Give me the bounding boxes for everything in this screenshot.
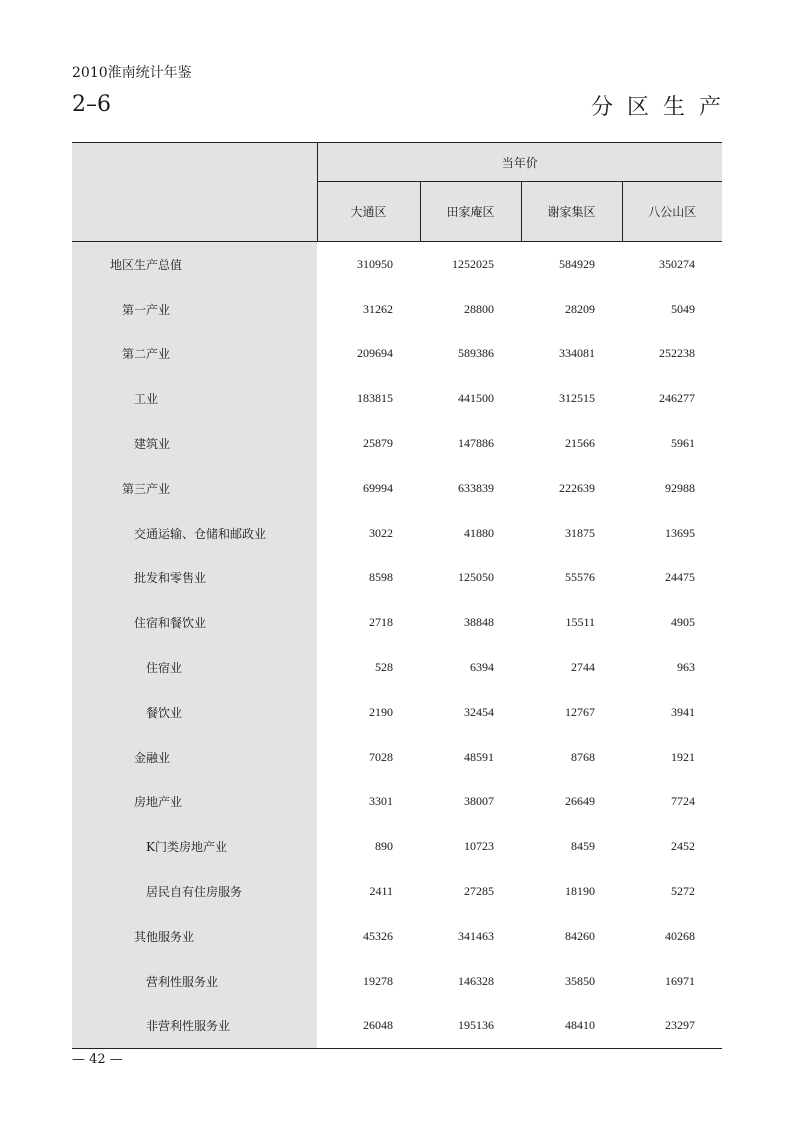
table-cell: 2744 xyxy=(571,660,595,675)
table-cell: 32454 xyxy=(464,704,494,719)
table-cell: 528 xyxy=(375,660,393,675)
table-cell: 252238 xyxy=(659,346,696,361)
table-row xyxy=(72,511,722,556)
table-cell: 26649 xyxy=(565,794,595,809)
table-cell: 441500 xyxy=(458,391,494,406)
table-cell: 350274 xyxy=(659,256,696,271)
table-cell: 310950 xyxy=(357,256,393,271)
table-cell: 28209 xyxy=(565,301,595,316)
table-cell: 246277 xyxy=(659,391,696,406)
table-cell: 13695 xyxy=(665,525,696,540)
table-cell: 3941 xyxy=(671,704,696,719)
table-cell: 1252025 xyxy=(452,256,494,271)
table-cell: 312515 xyxy=(559,391,595,406)
table-cell: 125050 xyxy=(458,570,494,585)
section-title: 分区生产 xyxy=(590,95,735,120)
table-cell: 26048 xyxy=(317,1004,420,1049)
table-cell: 27285 xyxy=(464,884,494,899)
table-cell: 8768 xyxy=(571,749,595,764)
table-cell: 2718 xyxy=(369,615,393,630)
table-cell: 21566 xyxy=(565,436,595,451)
section-number: 2–6 xyxy=(72,92,111,117)
table-cell: 38007 xyxy=(464,794,494,809)
table-row xyxy=(72,332,722,377)
row-label: K门类房地产业 xyxy=(72,824,317,869)
table-cell: 8598 xyxy=(369,570,393,585)
table-cell: 40268 xyxy=(665,928,696,943)
row-label: 金融业 xyxy=(72,735,317,780)
table-cell: 2411 xyxy=(369,884,393,899)
table-cell: 890 xyxy=(375,839,393,854)
table-cell: 28800 xyxy=(464,301,494,316)
table-row xyxy=(72,242,722,287)
table-row xyxy=(72,914,722,959)
table-cell: 147886 xyxy=(458,436,494,451)
table-row xyxy=(72,735,722,780)
table-cell: 19278 xyxy=(363,973,393,988)
table-cell: 55576 xyxy=(565,570,595,585)
table-cell: 48410 xyxy=(521,1004,622,1049)
table-cell: 25879 xyxy=(363,436,393,451)
table-cell: 589386 xyxy=(458,346,494,361)
table-row xyxy=(72,780,722,825)
table-row xyxy=(72,466,722,511)
row-label: 第三产业 xyxy=(72,466,317,511)
table-row xyxy=(72,690,722,735)
row-label: 第一产业 xyxy=(72,287,317,332)
table-cell: 2190 xyxy=(369,704,393,719)
table-cell: 341463 xyxy=(458,928,494,943)
table-cell: 48591 xyxy=(464,749,494,764)
table-cell: 633839 xyxy=(458,480,494,495)
column-header: 大通区 xyxy=(317,182,420,242)
table-row xyxy=(72,959,722,1004)
row-label: 建筑业 xyxy=(72,421,317,466)
table-cell: 69994 xyxy=(363,480,393,495)
book-title: 2010淮南统计年鉴 xyxy=(72,65,192,81)
column-header: 八公山区 xyxy=(622,182,722,242)
row-label: 其他服务业 xyxy=(72,914,317,959)
row-label: 工业 xyxy=(72,376,317,421)
table-cell: 1921 xyxy=(671,749,696,764)
table-row xyxy=(72,421,722,466)
table-cell: 183815 xyxy=(357,391,393,406)
page-number: — 42 — xyxy=(72,1052,123,1067)
table-row xyxy=(72,645,722,690)
column-header: 田家庵区 xyxy=(420,182,521,242)
table-cell: 5049 xyxy=(671,301,696,316)
table-row xyxy=(72,287,722,332)
row-label: 第二产业 xyxy=(72,332,317,377)
table-cell: 18190 xyxy=(565,884,595,899)
table-cell: 963 xyxy=(677,660,696,675)
table-cell: 3301 xyxy=(369,794,393,809)
row-label: 批发和零售业 xyxy=(72,556,317,601)
table-cell: 24475 xyxy=(665,570,696,585)
table-cell: 16971 xyxy=(665,973,696,988)
table-cell: 31262 xyxy=(363,301,393,316)
table-cell: 31875 xyxy=(565,525,595,540)
table-cell: 35850 xyxy=(565,973,595,988)
table-body xyxy=(72,242,722,1049)
row-label: 房地产业 xyxy=(72,780,317,825)
table-cell: 6394 xyxy=(470,660,494,675)
table-cell: 10723 xyxy=(464,839,494,854)
table-cell: 4905 xyxy=(671,615,696,630)
row-label: 营利性服务业 xyxy=(72,959,317,1004)
table-cell: 3022 xyxy=(369,525,393,540)
table-cell: 195136 xyxy=(420,1004,521,1049)
table-cell: 38848 xyxy=(464,615,494,630)
statistics-table xyxy=(72,142,722,1049)
table-cell: 45326 xyxy=(363,928,393,943)
table-cell: 2452 xyxy=(671,839,696,854)
row-label: 地区生产总值 xyxy=(72,242,317,287)
table-row xyxy=(72,824,722,869)
table-cell: 7724 xyxy=(671,794,696,809)
table-stub-header xyxy=(72,143,317,242)
table-cell: 7028 xyxy=(369,749,393,764)
table-cell: 334081 xyxy=(559,346,595,361)
column-header: 谢家集区 xyxy=(521,182,622,242)
row-label: 餐饮业 xyxy=(72,690,317,735)
table-row xyxy=(72,869,722,914)
table-cell: 584929 xyxy=(559,256,595,271)
table-cell: 15511 xyxy=(565,615,595,630)
group-header: 当年价 xyxy=(317,143,722,182)
table-row xyxy=(72,376,722,421)
table-cell: 209694 xyxy=(357,346,393,361)
table-cell: 8459 xyxy=(571,839,595,854)
table-cell: 41880 xyxy=(464,525,494,540)
table-row xyxy=(72,1004,722,1049)
table-row xyxy=(72,556,722,601)
table-cell: 92988 xyxy=(665,480,696,495)
table-cell: 5961 xyxy=(671,436,696,451)
row-label: 住宿业 xyxy=(72,645,317,690)
table-cell: 5272 xyxy=(671,884,696,899)
row-label: 交通运输、仓储和邮政业 xyxy=(72,511,317,556)
row-label: 住宿和餐饮业 xyxy=(72,600,317,645)
table-cell: 12767 xyxy=(565,704,595,719)
table-cell: 23297 xyxy=(622,1004,722,1049)
row-label: 非营利性服务业 xyxy=(72,1004,317,1049)
table-row xyxy=(72,600,722,645)
table-cell: 146328 xyxy=(458,973,494,988)
row-label: 居民自有住房服务 xyxy=(72,869,317,914)
table-cell: 222639 xyxy=(559,480,595,495)
table-cell: 84260 xyxy=(565,928,595,943)
